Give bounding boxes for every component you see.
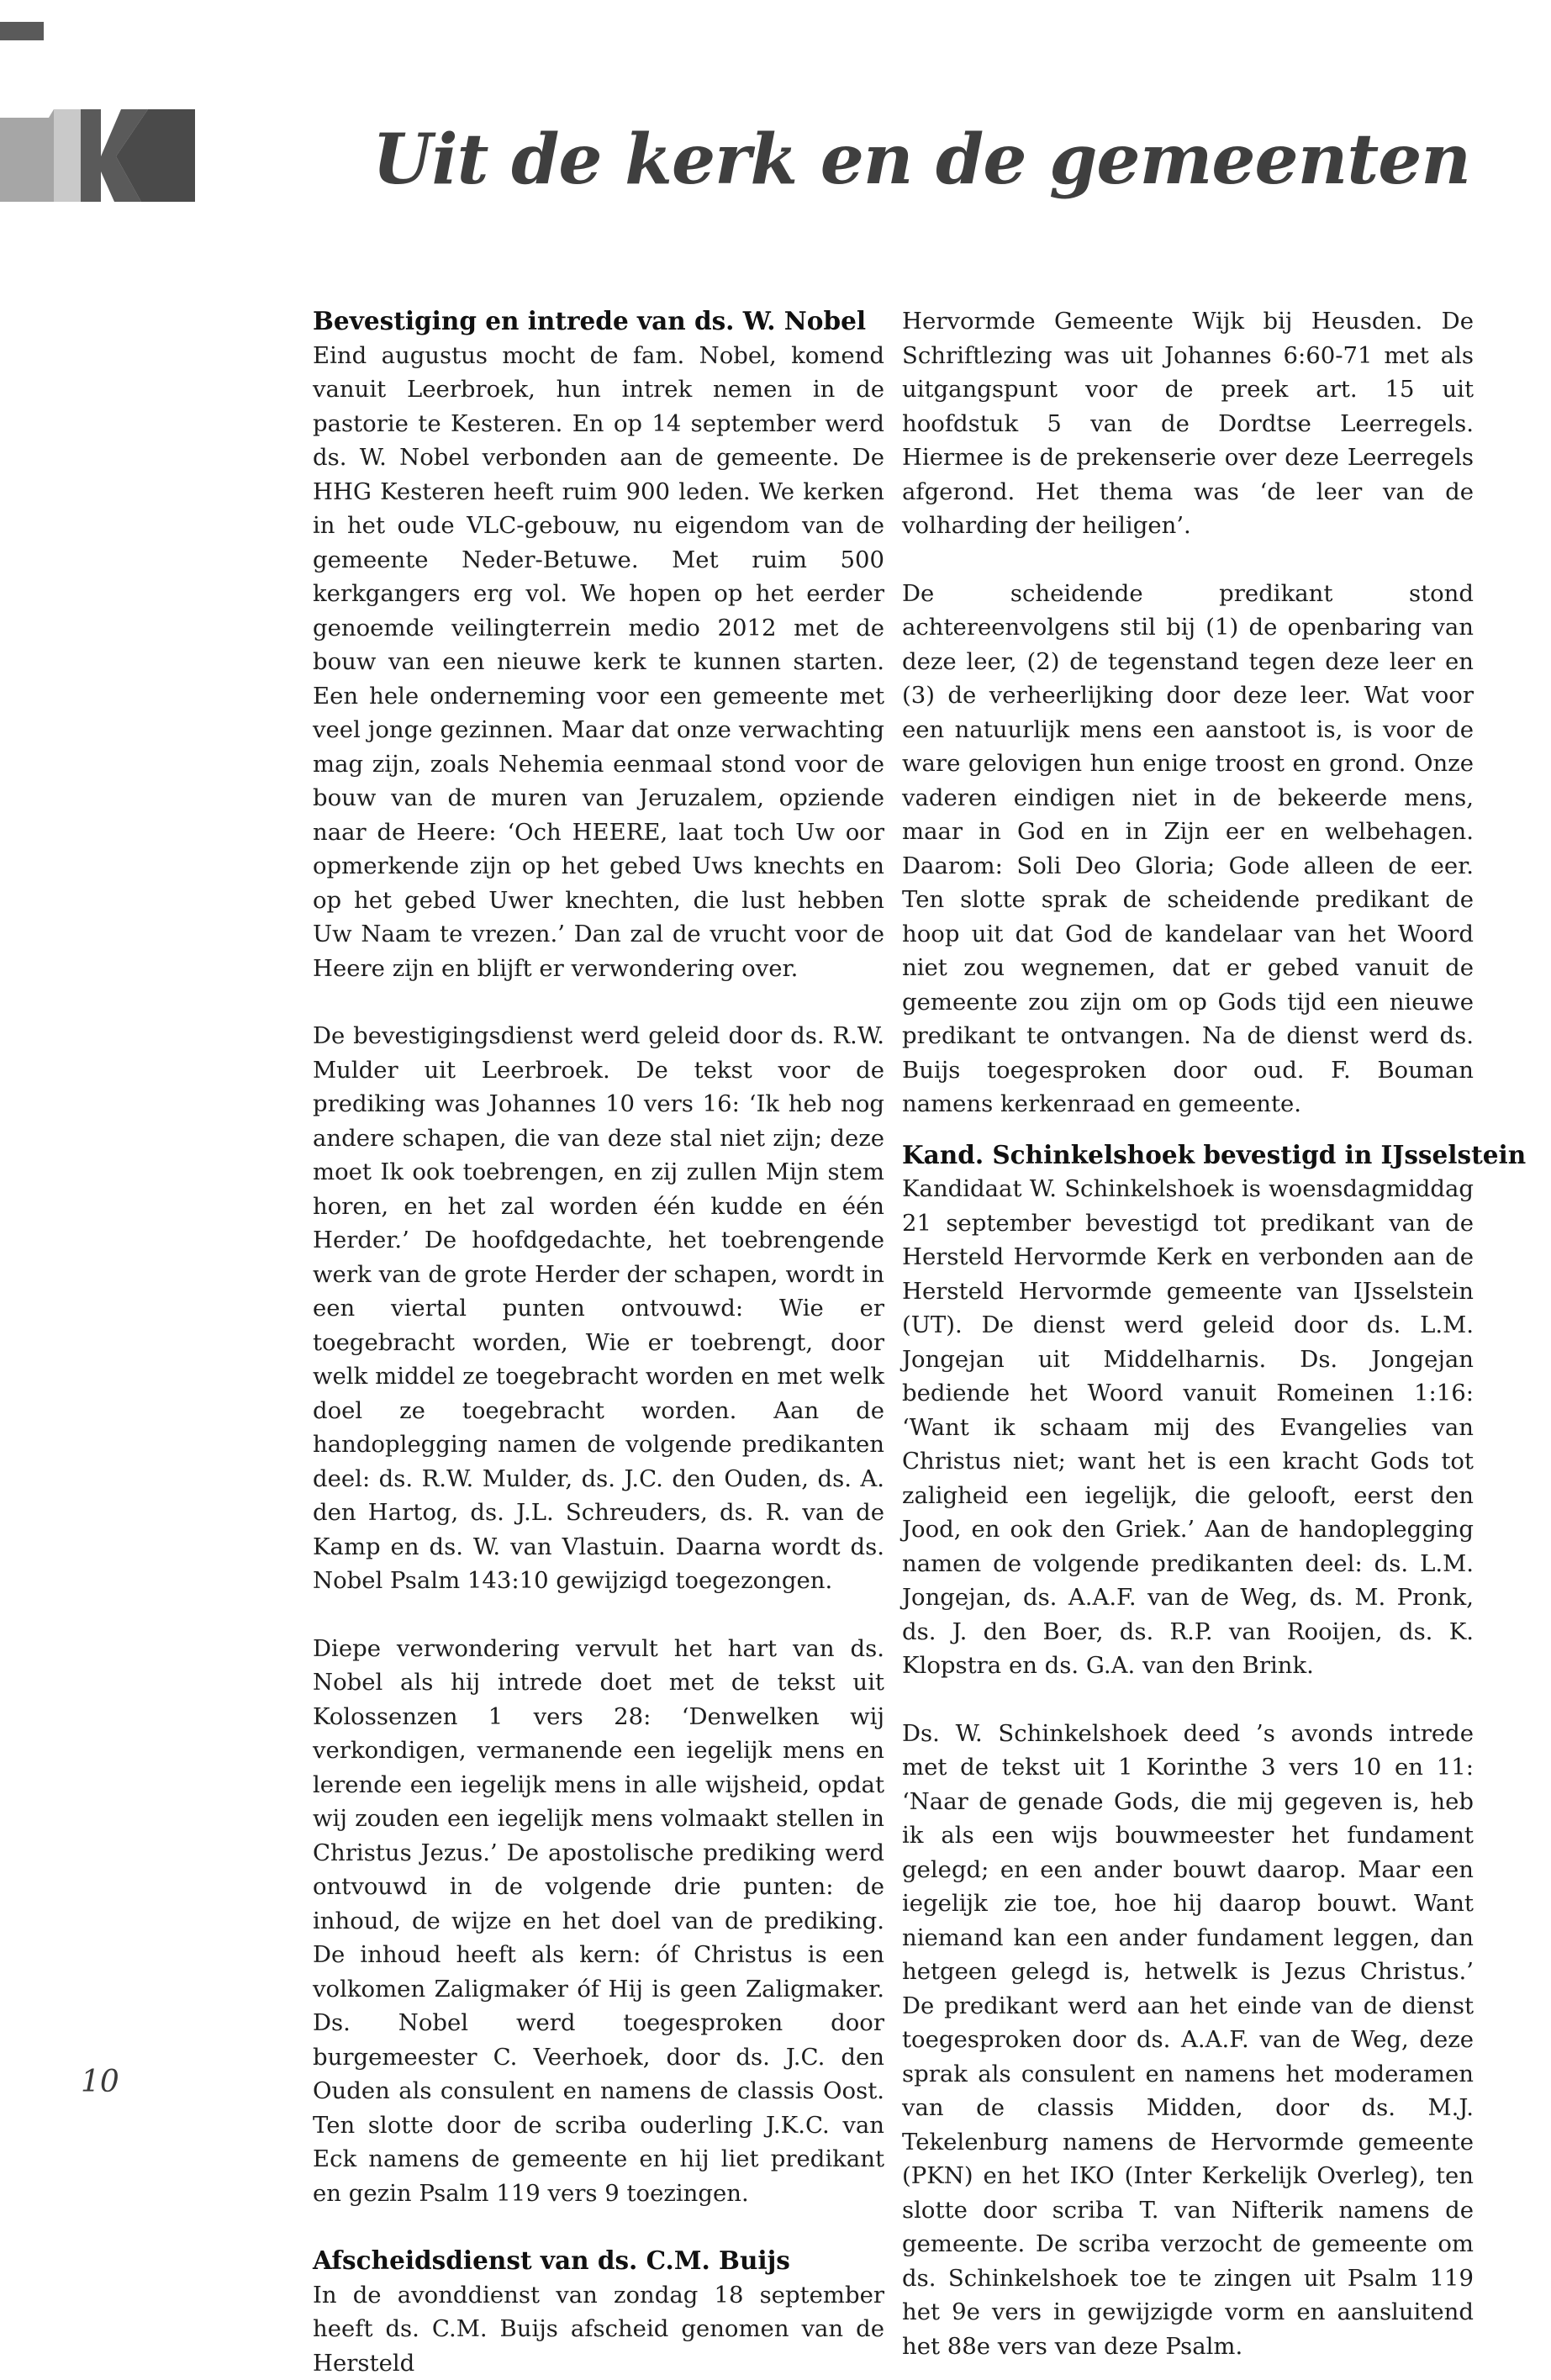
page-title: Uit de kerk en de gemeenten: [372, 119, 1470, 200]
section-heading-buijs: Afscheidsdienst van ds. C.M. Buijs: [313, 2244, 884, 2278]
nobel-paragraph-1: Eind augustus mocht de fam. Nobel, komend vanuit Leerbroek, hun intrek nemen in de pastorie te Kesteren. En op 14 september werd ds. W. Nobel verbonden aan de gemeente. De HHG Kesteren heeft ruim 900 leden. We kerken in het oude VLC-gebouw, nu eigendom van de gemeente Neder-Betuwe. Met ruim 500 kerkgangers erg vol. We hopen op het eerder genoemde veilingterrein medio 2012 met de bouw van een nieuwe kerk te kunnen starten. Een hele onderneming voor een gemeente met veel jonge gezinnen. Maar dat onze verwachting mag zijn, zoals Nehemia eenmaal stond voor de bouw van de muren van Jeruzalem, opziende naar de Heere: ‘Och HEERE, laat toch Uw oor opmerkende zijn op het gebed Uws knechts en op het gebed Uwer knechten, die lust hebben Uw Naam te vrezen.’ Dan zal de vrucht voor de Heere zijn en blijft er verwondering over.: [313, 339, 884, 986]
buijs-paragraph-2: De scheidende predikant stond achtereenvolgens stil bij (1) de openbaring van deze leer, (2) de tegenstand tegen deze leer en (3) de verheerlijking door deze leer. Wat voor een natuurlijk mens een aanstoot is, is voor de ware gelovigen hun enige troost en grond. Onze vaderen eindigen niet in de bekeerde mens, maar in God en in Zijn eer en welbehagen. Daarom: Soli Deo Gloria; Gode alleen de eer. Ten slotte sprak de scheidende predikant de hoop uit dat God de kandelaar van het Woord niet zou wegnemen, dat er gebed vanuit de gemeente zou zijn om op Gods tijd een nieuwe predikant te ontvangen. Na de dienst werd ds. Buijs toegesproken door oud. F. Bouman namens kerkenraad en gemeente.: [902, 577, 1474, 1121]
section-heading-nobel: Bevestiging en intrede van ds. W. Nobel: [313, 304, 884, 339]
k-logo-icon: [0, 109, 195, 202]
buijs-paragraph-1-continued: Hervormde Gemeente Wijk bij Heusden. De Schriftlezing was uit Johannes 6:60-71 met als uitgangspunt voor de preek art. 15 uit hoofdstuk 5 van de Dordtse Leerregels. Hiermee is de prekenserie over deze Leerregels afgerond. Het thema was ‘de leer van de volharding der heiligen’.: [902, 304, 1474, 543]
right-column: [902, 304, 1474, 2363]
buijs-paragraph-1-start: In de avonddienst van zondag 18 september heeft ds. C.M. Buijs afscheid genomen van de Hersteld: [313, 2278, 884, 2380]
left-column: [313, 304, 884, 2380]
nobel-paragraph-2: De bevestigingsdienst werd geleid door ds. R.W. Mulder uit Leerbroek. De tekst voor de prediking was Johannes 10 vers 16: ‘Ik heb nog andere schapen, die van deze stal niet zijn; deze moet Ik ook toebrengen, en zij zullen Mijn stem horen, en het zal worden één kudde en één Herder.’ De hoofdgedachte, het toebrengende werk van de grote Herder der schapen, wordt in een viertal punten ontvouwd: Wie er toegebracht worden, Wie er toebrengt, door welk middel ze toegebracht worden en met welk doel ze toegebracht worden. Aan de handoplegging namen de volgende predikanten deel: ds. R.W. Mulder, ds. J.C. den Ouden, ds. A. den Hartog, ds. J.L. Schreuders, ds. R. van de Kamp en ds. W. van Vlastuin. Daarna wordt ds. Nobel Psalm 143:10 gewijzigd toegezongen.: [313, 1019, 884, 1598]
page-number: 10: [81, 2065, 119, 2099]
nobel-paragraph-3: Diepe verwondering vervult het hart van ds. Nobel als hij intrede doet met de tekst uit Kolossenzen 1 vers 28: ‘Denwelken wij verkondigen, vermanende een iegelijk mens en lerende een iegelijk mens in alle wijsheid, opdat wij zouden een iegelijk mens volmaakt stellen in Christus Jezus.’ De apostolische prediking werd ontvouwd in de volgende drie punten: de inhoud, de wijze en het doel van de prediking. De inhoud heeft als kern: óf Christus is een volkomen Zaligmaker óf Hij is geen Zaligmaker. Ds. Nobel werd toegesproken door burgemeester C. Veerhoek, door ds. J.C. den Ouden als consulent en namens de classis Oost. Ten slotte door de scriba ouderling J.K.C. van Eck namens de gemeente en hij liet predikant en gezin Psalm 119 vers 9 toezingen.: [313, 1632, 884, 2211]
schinkelshoek-paragraph-1: Kandidaat W. Schinkelshoek is woensdagmiddag 21 september bevestigd tot predikant van de Hersteld Hervormde Kerk en verbonden aan de Hersteld Hervormde gemeente van IJsselstein (UT). De dienst werd geleid door ds. L.M. Jongejan uit Middelharnis. Ds. Jongejan bediende het Woord vanuit Romeinen 1:16: ‘Want ik schaam mij des Evangelies van Christus niet; want het is een kracht Gods tot zaligheid een iegelijk, die gelooft, eerst den Jood, en ook den Griek.’ Aan de handoplegging namen de volgende predikanten deel: ds. L.M. Jongejan, ds. A.A.F. van de Weg, ds. M. Pronk, ds. J. den Boer, ds. R.P. van Rooijen, ds. K. Klopstra en ds. G.A. van den Brink.: [902, 1172, 1474, 1683]
section-heading-schinkelshoek: Kand. Schinkelshoek bevestigd in IJsselstein: [902, 1138, 1474, 1173]
schinkelshoek-paragraph-2: Ds. W. Schinkelshoek deed ’s avonds intrede met de tekst uit 1 Korinthe 3 vers 10 en 11: ‘Naar de genade Gods, die mij gegeven is, heb ik als een wijs bouwmeester het fundament gelegd; en een ander bouwt daarop. Maar een iegelijk zie toe, hoe hij daarop bouwt. Want niemand kan een ander fundament leggen, dan hetgeen gelegd is, hetwelk is Jezus Christus.’ De predikant werd aan het einde van de dienst toegesproken door ds. A.A.F. van de Weg, deze sprak als consulent en namens het moderamen van de classis Midden, door ds. M.J. Tekelenburg namens de Hervormde gemeente (PKN) en het IKO (Inter Kerkelijk Overleg), ten slotte door scriba T. van Nifterik namens de gemeente. De scriba verzocht de gemeente om ds. Schinkelshoek toe te zingen uit Psalm 119 het 9e vers in gewijzigde vorm en aansluitend het 88e vers van deze Psalm.: [902, 1717, 1474, 2364]
top-edge-tab: [0, 22, 44, 40]
